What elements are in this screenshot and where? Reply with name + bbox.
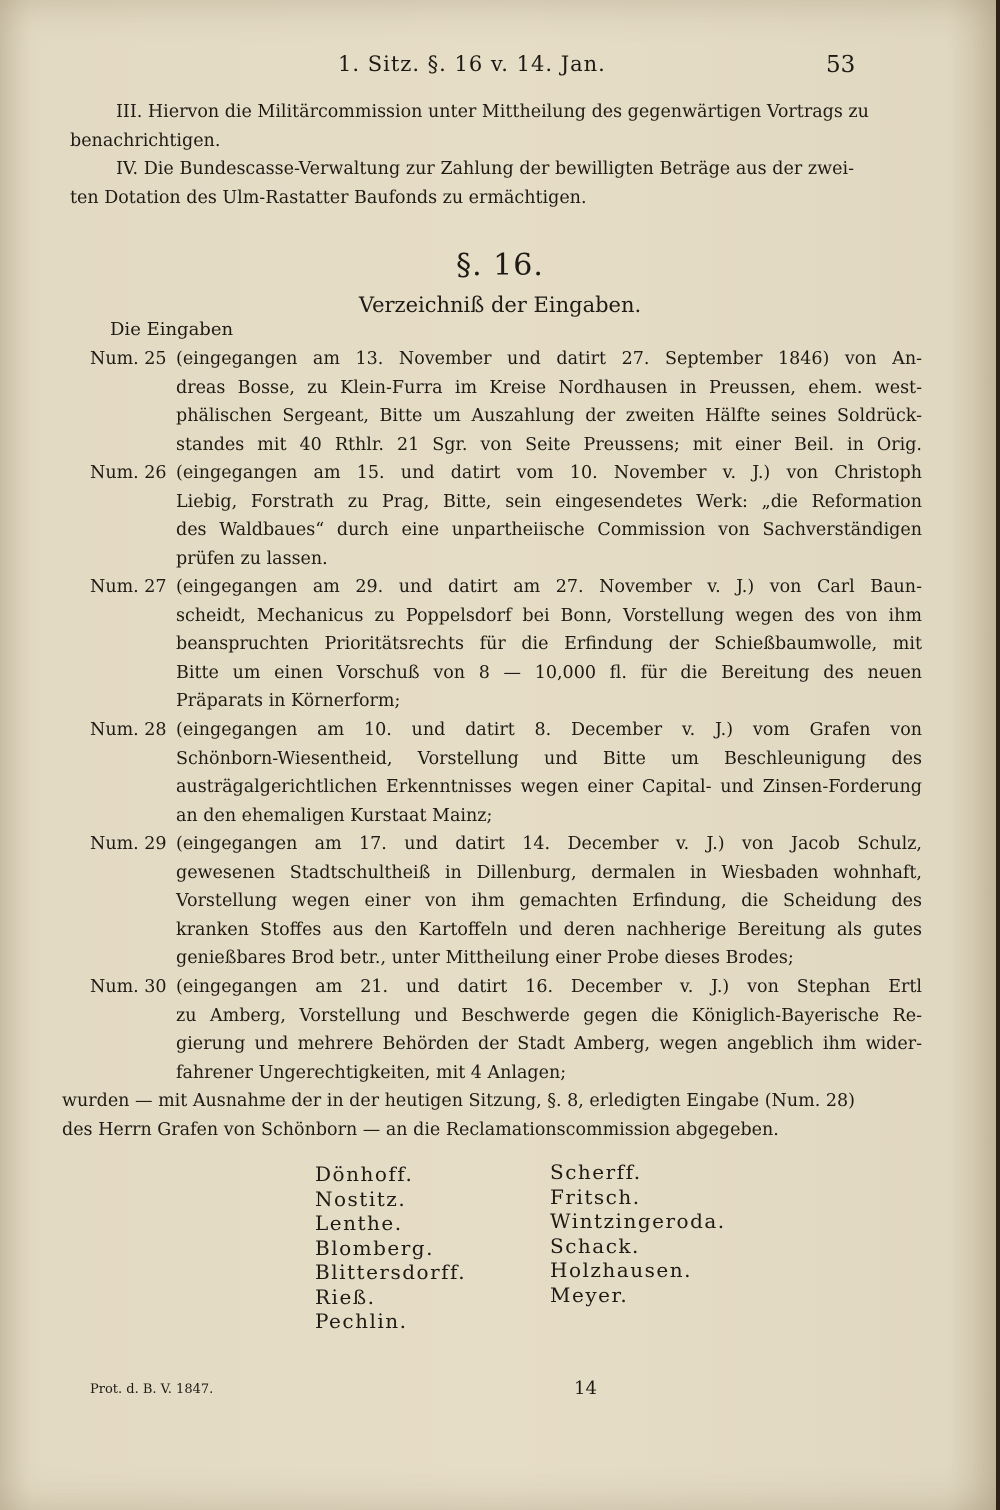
entry-label: Num. 27 xyxy=(90,577,167,597)
signature: Holzhausen. xyxy=(550,1258,692,1282)
entry-line: scheidt, Mechanicus zu Poppelsdorf bei Bonn, Vorstellung wegen des von ihm xyxy=(176,605,922,626)
running-header xyxy=(0,52,1000,86)
entry-line: austrägalgerichtlichen Erkenntnisses wegen einer Capital- und Zinsen-Forderung xyxy=(176,777,922,798)
footer-signature-mark: 14 xyxy=(574,1378,597,1399)
entry-line: an den ehemaligen Kurstaat Mainz; xyxy=(176,805,493,826)
entry-line: kranken Stoffes aus den Kartoffeln und deren nachherige Bereitung als gutes xyxy=(176,919,922,940)
closing-block xyxy=(62,1087,855,1144)
signature: Dönhoff. xyxy=(315,1162,414,1186)
signature: Blittersdorff. xyxy=(315,1260,467,1284)
signature: Pechlin. xyxy=(315,1309,408,1333)
section-number: §. 16. xyxy=(456,248,544,283)
signature: Scherff. xyxy=(550,1160,642,1184)
entry-line: (eingegangen am 13. November und datirt 27. September 1846) von An- xyxy=(176,349,922,369)
header-title: 1. Sitz. §. 16 v. 14. Jan. xyxy=(338,52,606,76)
section-heading: Verzeichniß der Eingaben. xyxy=(358,293,642,317)
entry-line: fahrener Ungerechtigkeiten, mit 4 Anlagen; xyxy=(176,1062,567,1083)
entry-body xyxy=(176,716,922,830)
entry-body xyxy=(176,345,922,459)
page-edge xyxy=(996,0,1000,1510)
entry-line: gewesenen Stadtschultheiß in Dillenburg, dermalen in Wiesbaden wohnhaft, xyxy=(176,862,922,883)
entry-label: Num. 26 xyxy=(90,463,167,483)
entry-line: des Waldbaues“ durch eine unpartheiische Commission von Sachverständigen xyxy=(176,520,922,541)
intro-line: ten Dotation des Ulm-Rastatter Baufonds zu ermächtigen. xyxy=(70,187,587,208)
intro-line: IV. Die Bundescasse-Verwaltung zur Zahlung der bewilligten Beträge aus der zwei- xyxy=(116,159,854,180)
intro-block xyxy=(70,98,869,212)
entry-line: genießbares Brod betr., unter Mittheilung einer Probe dieses Brodes; xyxy=(176,948,794,969)
entry-line: (eingegangen am 10. und datirt 8. December v. J.) vom Grafen von xyxy=(176,720,922,740)
footer-imprint: Prot. d. B. V. 1847. xyxy=(90,1382,214,1397)
signature: Fritsch. xyxy=(550,1184,641,1209)
entry-line: prüfen zu lassen. xyxy=(176,548,328,569)
signature: Lenthe. xyxy=(315,1211,403,1235)
entry-line: Vorstellung wegen einer von ihm gemachten Erfindung, die Scheidung des xyxy=(176,891,922,912)
entry-line: (eingegangen am 29. und datirt am 27. November v. J.) von Carl Baun- xyxy=(176,577,922,597)
closing-line: des Herrn Grafen von Schönborn — an die Reclamationscommission abgegeben. xyxy=(62,1119,779,1140)
entry-body xyxy=(176,459,922,573)
entry-label: Num. 30 xyxy=(90,977,167,997)
intro-line: benachrichtigen. xyxy=(70,130,221,151)
entry-body xyxy=(176,973,922,1087)
signature: Wintzingeroda. xyxy=(550,1209,726,1233)
entry-label: Num. 25 xyxy=(90,349,167,369)
entry-line: zu Amberg, Vorstellung und Beschwerde gegen die Königlich-Bayerische Re- xyxy=(176,1005,922,1026)
entry-line: gierung und mehrere Behörden der Stadt Amberg, wegen angeblich ihm wider- xyxy=(176,1034,922,1055)
entry-line: Bitte um einen Vorschuß von 8 — 10,000 fl. für die Bereitung des neuen xyxy=(176,662,922,683)
entry-line: phälischen Sergeant, Bitte um Auszahlung der zweiten Hälfte seines Soldrück- xyxy=(176,406,922,427)
page-number: 53 xyxy=(826,52,856,78)
signature: Schack. xyxy=(550,1233,640,1258)
entry-body xyxy=(176,573,922,716)
entry-line: (eingegangen am 15. und datirt vom 10. November v. J.) von Christoph xyxy=(176,463,922,483)
entry-line: dreas Bosse, zu Klein-Furra im Kreise Nordhausen in Preussen, ehem. west- xyxy=(176,377,922,398)
entry-line: Präparats in Körnerform; xyxy=(176,691,401,712)
closing-line: wurden — mit Ausnahme der in der heutigen Sitzung, §. 8, erledigten Eingabe (Num. 28) xyxy=(62,1091,855,1111)
signature: Meyer. xyxy=(550,1282,629,1307)
signatures-right xyxy=(550,1160,726,1307)
entry-line: beanspruchten Prioritätsrechts für die Erfindung der Schießbaumwolle, mit xyxy=(176,634,922,655)
entry-line: Schönborn-Wiesentheid, Vorstellung und Bitte um Beschleunigung des xyxy=(176,748,922,769)
entry-label: Num. 29 xyxy=(90,834,167,854)
signature: Rieß. xyxy=(315,1284,376,1309)
entry-line: standes mit 40 Rthlr. 21 Sgr. von Seite Preussens; mit einer Beil. in Orig. xyxy=(176,434,922,455)
entry-line: Liebig, Forstrath zu Prag, Bitte, sein eingesendetes Werk: „die Reformation xyxy=(176,491,922,512)
entry-line: (eingegangen am 17. und datirt 14. December v. J.) von Jacob Schulz, xyxy=(176,834,922,854)
entry-label: Num. 28 xyxy=(90,720,167,740)
signature: Blomberg. xyxy=(315,1235,434,1260)
entry-body xyxy=(176,830,922,973)
signature: Nostitz. xyxy=(315,1186,407,1211)
intro-line: III. Hiervon die Militärcommission unter Mittheilung des gegenwärtigen Vortrags zu xyxy=(116,102,869,122)
section-lead: Die Eingaben xyxy=(110,319,234,340)
entry-line: (eingegangen am 21. und datirt 16. December v. J.) von Stephan Ertl xyxy=(176,977,922,997)
signatures-left xyxy=(315,1162,466,1334)
